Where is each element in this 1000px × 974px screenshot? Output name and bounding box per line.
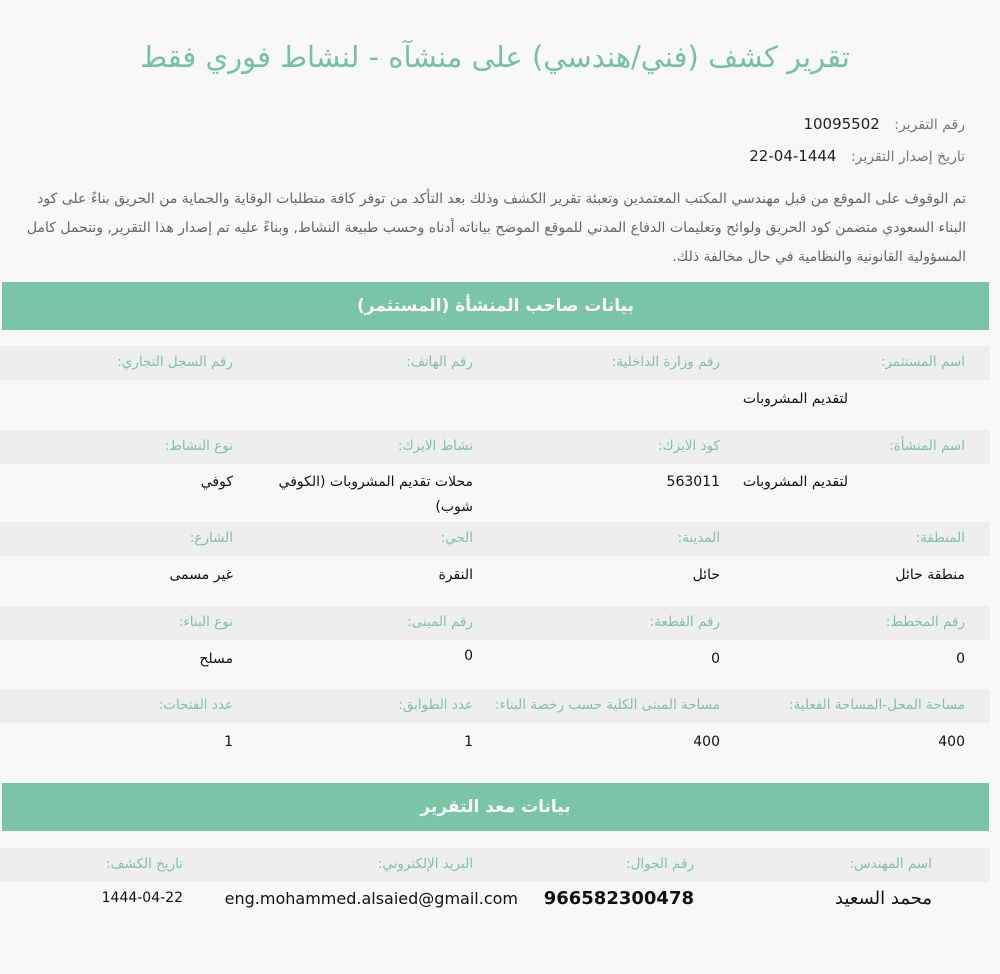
plot-number-value: 0 [711,651,720,667]
openings-count-label: عدد الفتحات: [158,697,233,713]
report-number-value: 10095502 [803,115,880,133]
engineer-name-value: محمد السعيد [835,888,932,909]
actual-area-value: 400 [938,734,965,750]
phone-number-label: رقم الهاتف: [406,354,473,370]
building-number-label: رقم المبنى: [407,614,473,630]
city-label: المدينة: [677,530,720,546]
intro-paragraph: تم الوقوف على الموقع من قبل مهندسي المكتب المعتمدين وتعبئة تقرير الكشف وذلك بعد التأكد من توفر كافة متطلبات الوقاية والحماية من الحريق بناءً على كود البناء السعودي متضمن كود الحريق ولوائح وتعليمات الدفاع المدني للموقع الموضح بياناته أدناه وحسب طبيعة النشاط, وبناءً عليه تم إصدار هذا التقرير, ونتحمل كامل المسؤولية القانونية والنظامية في حال مخالفة ذلك. [26,191,966,265]
page-title: تقرير كشف (فني/هندسي) على منشآه - لنشاط فوري فقط [140,40,850,74]
floors-count-value: 1 [464,734,473,750]
report-date-value: 1444-04-22 [749,147,837,165]
plan-number-label: رقم المخطط: [885,614,965,630]
report-number-label: رقم التقرير: [894,117,965,133]
building-number-value: 0 [464,648,473,664]
city-value: حائل [692,567,720,583]
report-date-label: تاريخ إصدار التقرير: [850,149,965,165]
plan-number-value: 0 [956,651,965,667]
interior-ministry-number-label: رقم وزارة الداخلية: [611,354,720,370]
label-band [0,430,990,464]
building-type-value: مسلح [199,651,233,667]
isic-activity-label: نشاط الايزك: [397,438,473,454]
activity-type-label: نوع النشاط: [164,438,233,454]
investor-name-label: اسم المستثمر: [881,354,965,370]
total-building-area-label: مساحة المبنى الكلية حسب رخصة البناء: [494,697,720,713]
street-value: غير مسمى [169,567,233,583]
floors-count-label: عدد الطوابق: [398,697,473,713]
isic-activity-value: محلات تقديم المشروبات (الكوفي شوب) [278,474,473,515]
report-number-row [803,115,965,133]
owner-section-heading: بيانات صاحب المنشأة (المستثمر) [2,282,989,330]
mobile-number-label: رقم الجوال: [626,856,694,872]
label-band [0,606,990,640]
facility-name-value: لتقديم المشروبات [742,474,848,490]
plot-number-label: رقم القطعة: [649,614,720,630]
street-label: الشارع: [189,530,233,546]
engineer-name-label: اسم المهندس: [849,856,932,872]
isic-code-value: 563011 [666,474,720,490]
preparer-section-heading: بيانات معد التقرير [2,783,989,831]
report-date-row [749,147,965,165]
mobile-number-value: 966582300478 [543,888,694,909]
district-label: الحي: [440,530,473,546]
investor-name-value: لتقديم المشروبات [742,391,848,407]
isic-code-label: كود الايزك: [657,438,720,454]
building-type-label: نوع البناء: [178,614,233,630]
region-value: منطقة حائل [895,567,965,583]
region-label: المنطقة: [915,530,965,546]
inspection-date-value: 1444-04-22 [101,890,183,906]
total-building-area-value: 400 [693,734,720,750]
facility-name-label: اسم المنشأة: [889,438,965,454]
district-value: النقرة [438,567,473,583]
label-band [0,522,990,556]
email-value: eng.mohammed.alsaied@gmail.com [224,889,518,908]
email-label: البريد الإلكتروني: [377,856,473,872]
commercial-register-label: رقم السجل التجاري: [117,354,233,370]
activity-type-value: كوفي [200,474,233,490]
openings-count-value: 1 [224,734,233,750]
inspection-date-label: تاريخ الكشف: [105,856,183,872]
actual-area-label: مساحة المحل-المساحة الفعلية: [789,697,965,713]
